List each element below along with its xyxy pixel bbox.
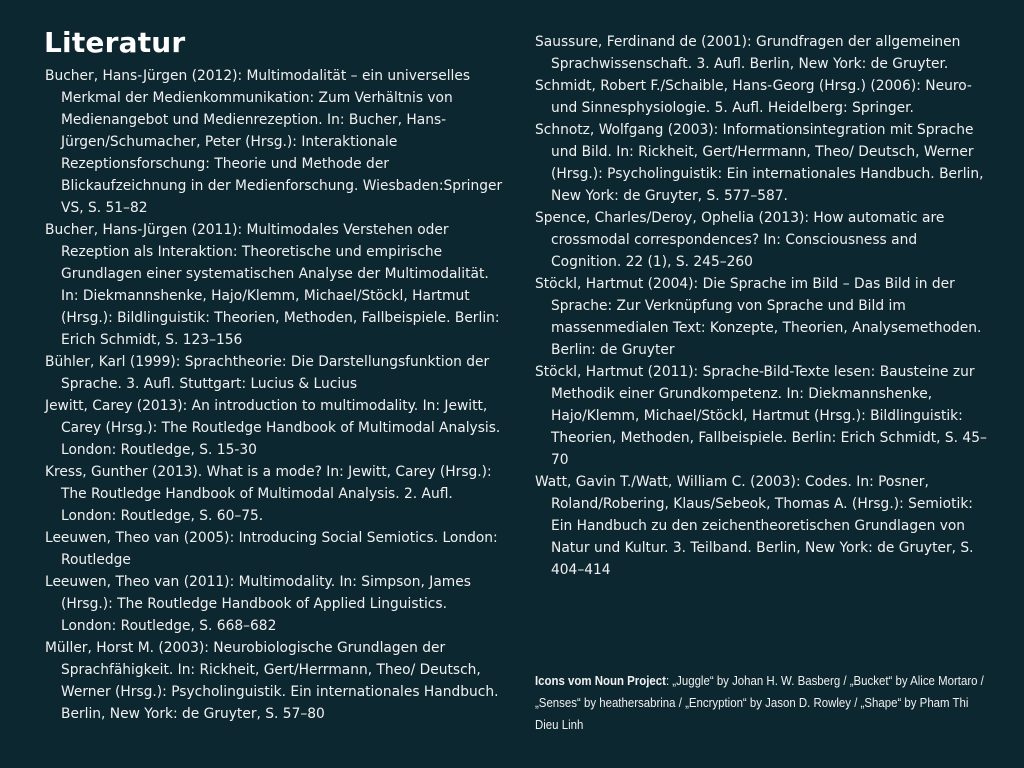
bibliography-right-column	[535, 31, 990, 581]
slide-title: Literatur	[44, 26, 186, 59]
reference-entry: Stöckl, Hartmut (2011): Sprache-Bild-Texte lesen: Bausteine zur Methodik einer Grundkompetenz. In: Diekmannshenke, Hajo/Klemm, Michael/Stöckl, Hartmut (Hrsg.): Bildlinguistik: Theorien, Methoden, Fallbeispiele. Berlin: Erich Schmidt, S. 45–70	[535, 364, 987, 468]
reference-entry: Müller, Horst M. (2003): Neurobiologische Grundlagen der Sprachfähigkeit. In: Rickheit, Gert/Herrmann, Theo/ Deutsch, Werner (Hrsg.): Psycholinguistik. Ein internationales Handbuch. Berlin, New York: de Gruyter, S. 57–80	[45, 640, 499, 722]
reference-entry: Schnotz, Wolfgang (2003): Informationsintegration mit Sprache und Bild. In: Rickheit, Gert/Herrmann, Theo/ Deutsch, Werner (Hrsg.): Psycholinguistik: Ein internationales Handbuch. Berlin, New York: de Gruyter, S. 577–587.	[535, 122, 984, 204]
reference-entry: Bühler, Karl (1999): Sprachtheorie: Die Darstellungsfunktion der Sprache. 3. Aufl. Stuttgart: Lucius & Lucius	[45, 354, 490, 392]
reference-entry: Kress, Gunther (2013). What is a mode? In: Jewitt, Carey (Hrsg.): The Routledge Handbook of Multimodal Analysis. 2. Aufl. London: Routledge, S. 60–75.	[45, 464, 492, 524]
icon-credits	[535, 670, 985, 736]
reference-entry: Bucher, Hans-Jürgen (2012): Multimodalität – ein universelles Merkmal der Medienkommunikation: Zum Verhältnis von Medienangebot und Medienrezeption. In: Bucher, Hans-Jürgen/Schumacher, Peter (Hrsg.): Interaktionale Rezeptionsforschung: Theorie und Methode der Blickaufzeichnung in der Medienforschung. Wiesbaden:Springer VS, S. 51–82	[45, 68, 503, 216]
bibliography-left-column	[45, 65, 505, 725]
icon-credits-label: Icons vom Noun Project	[535, 673, 666, 688]
reference-entry: Leeuwen, Theo van (2011): Multimodality. In: Simpson, James (Hrsg.): The Routledge Handbook of Applied Linguistics. London: Routledge, S. 668–682	[45, 574, 471, 634]
reference-entry: Spence, Charles/Deroy, Ophelia (2013): How automatic are crossmodal correspondences? In: Consciousness and Cognition. 22 (1), S. 245–260	[535, 210, 945, 270]
reference-entry: Leeuwen, Theo van (2005): Introducing Social Semiotics. London: Routledge	[45, 530, 498, 568]
icon-credits-text: : „Juggle“ by Johan H. W. Basberg / „Bucket“ by Alice Mortaro / „Senses“ by heathersabrina / „Encryption“ by Jason D. Rowley / „Shape“ by Pham Thi Dieu Linh	[535, 673, 984, 732]
reference-entry: Schmidt, Robert F./Schaible, Hans-Georg (Hrsg.) (2006): Neuro- und Sinnesphysiologie. 5. Aufl. Heidelberg: Springer.	[535, 78, 972, 116]
reference-entry: Bucher, Hans-Jürgen (2011): Multimodales Verstehen oder Rezeption als Interaktion: Theoretische und empirische Grundlagen einer systematischen Analyse der Multimodalität. In: Diekmannshenke, Hajo/Klemm, Michael/Stöckl, Hartmut (Hrsg.): Bildlinguistik: Theorien, Methoden, Fallbeispiele. Berlin: Erich Schmidt, S. 123–156	[45, 222, 500, 348]
reference-entry: Jewitt, Carey (2013): An introduction to multimodality. In: Jewitt, Carey (Hrsg.): The Routledge Handbook of Multimodal Analysis. London: Routledge, S. 15-30	[45, 398, 501, 458]
reference-entry: Watt, Gavin T./Watt, William C. (2003): Codes. In: Posner, Roland/Robering, Klaus/Sebeok, Thomas A. (Hrsg.): Semiotik: Ein Handbuch zu den zeichentheoretischen Grundlagen von Natur und Kultur. 3. Teilband. Berlin, New York: de Gruyter, S. 404–414	[535, 474, 974, 578]
reference-entry: Stöckl, Hartmut (2004): Die Sprache im Bild – Das Bild in der Sprache: Zur Verknüpfung von Sprache und Bild im massenmedialen Text: Konzepte, Theorien, Analysemethoden. Berlin: de Gruyter	[535, 276, 982, 358]
reference-entry: Saussure, Ferdinand de (2001): Grundfragen der allgemeinen Sprachwissenschaft. 3. Aufl. Berlin, New York: de Gruyter.	[535, 34, 961, 72]
